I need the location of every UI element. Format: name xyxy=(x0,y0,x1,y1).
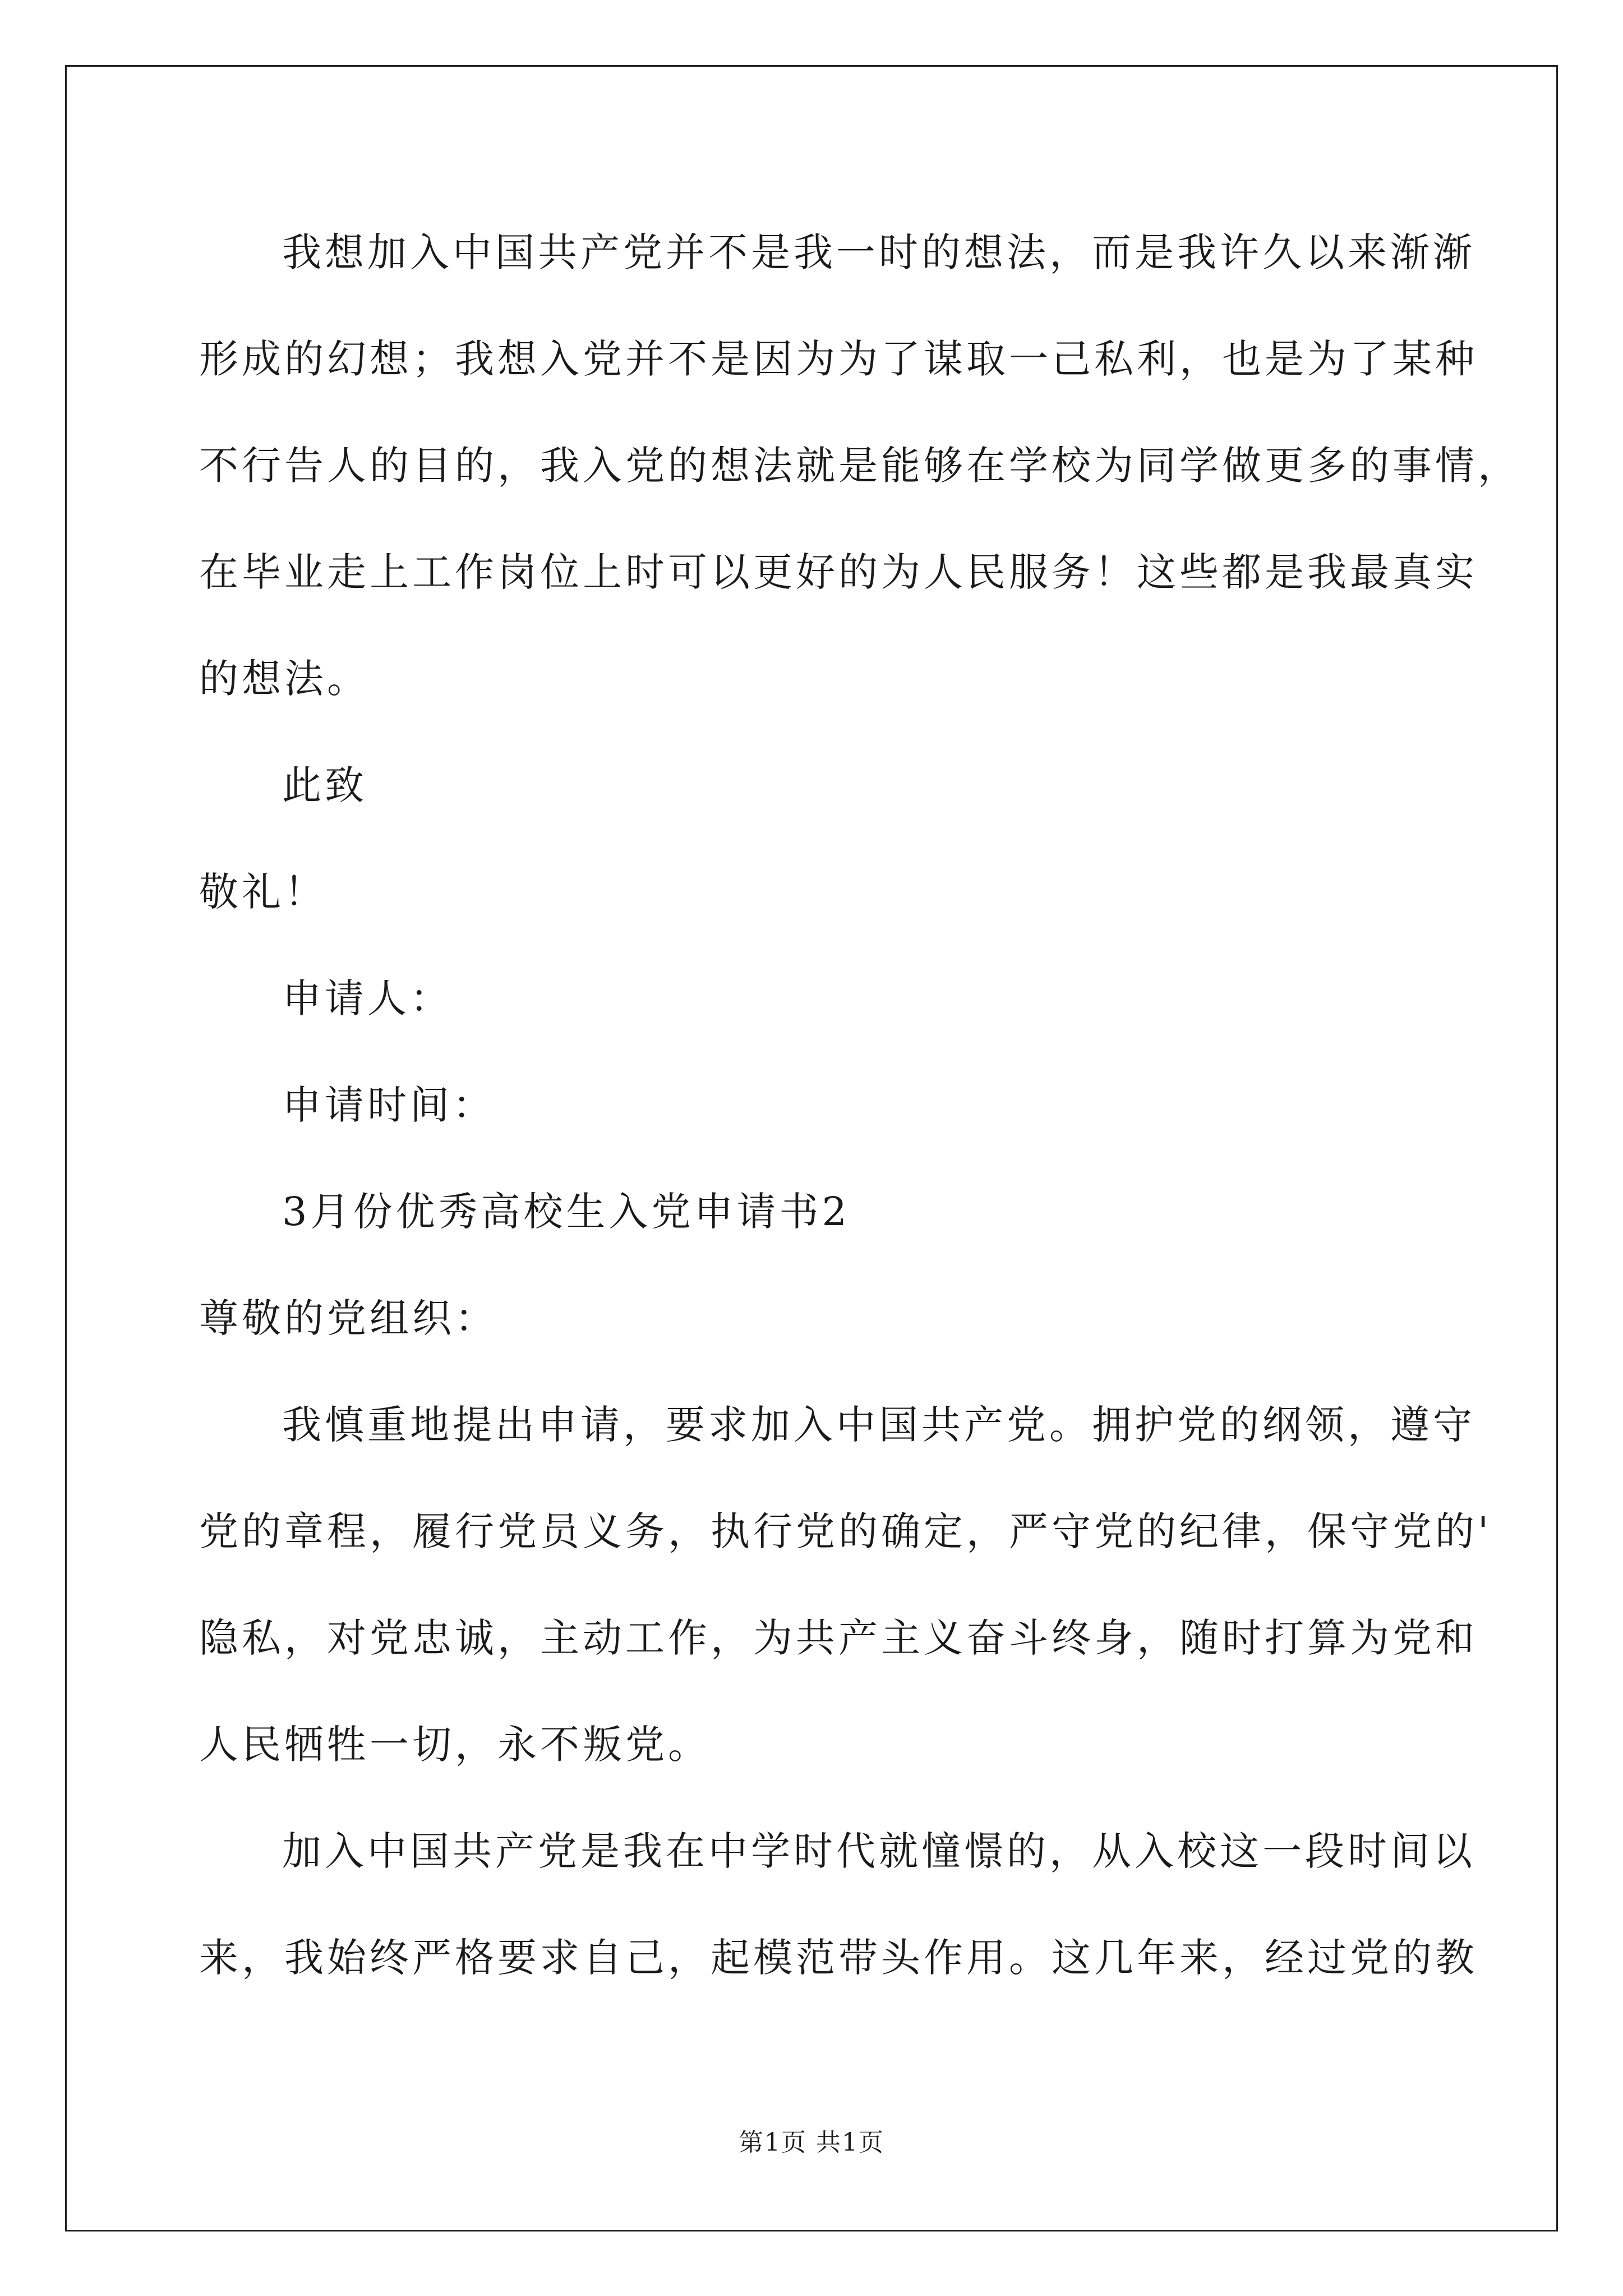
date-label: 申请时间： xyxy=(282,1082,495,1128)
paragraph-2-line-2: 党的章程，履行党员义务，执行党的确定，严守党的纪律，保守党的' xyxy=(199,1508,1492,1554)
paragraph-3-line-1: 加入中国共产党是我在中学时代就憧憬的，从入校这一段时间以 xyxy=(282,1828,1476,1874)
paragraph-1-line-1: 我想加入中国共产党并不是我一时的想法，而是我许久以来渐渐 xyxy=(282,229,1476,275)
paragraph-1-line-2: 形成的幻想；我想入党并不是因为为了谋取一己私利，也是为了某种 xyxy=(199,336,1478,382)
addressee: 尊敬的党组织： xyxy=(199,1295,497,1341)
paragraph-2-line-3: 隐私，对党忠诚，主动工作，为共产主义奋斗终身，随时打算为党和 xyxy=(199,1615,1478,1661)
section-title: 3月份优秀高校生入党申请书2 xyxy=(282,1189,851,1235)
paragraph-1-line-4: 在毕业走上工作岗位上时可以更好的为人民服务！这些都是我最真实 xyxy=(199,549,1478,595)
page-footer: 第1页 共1页 xyxy=(739,2128,884,2157)
paragraph-2-line-1: 我慎重地提出申请，要求加入中国共产党。拥护党的纲领，遵守 xyxy=(282,1402,1476,1448)
closing-text: 此致 xyxy=(282,762,367,808)
paragraph-1-line-5: 的想法。 xyxy=(199,656,370,702)
page-border xyxy=(65,65,1558,2231)
applicant-label: 申请人： xyxy=(282,976,453,1022)
paragraph-1-line-3: 不行告人的目的，我入党的想法就是能够在学校为同学做更多的事情， xyxy=(199,443,1520,489)
paragraph-2-line-4: 人民牺牲一切，永不叛党。 xyxy=(199,1722,711,1768)
paragraph-3-line-2: 来，我始终严格要求自己，起模范带头作用。这几年来，经过党的教 xyxy=(199,1935,1478,1981)
salute-text: 敬礼！ xyxy=(199,869,327,915)
